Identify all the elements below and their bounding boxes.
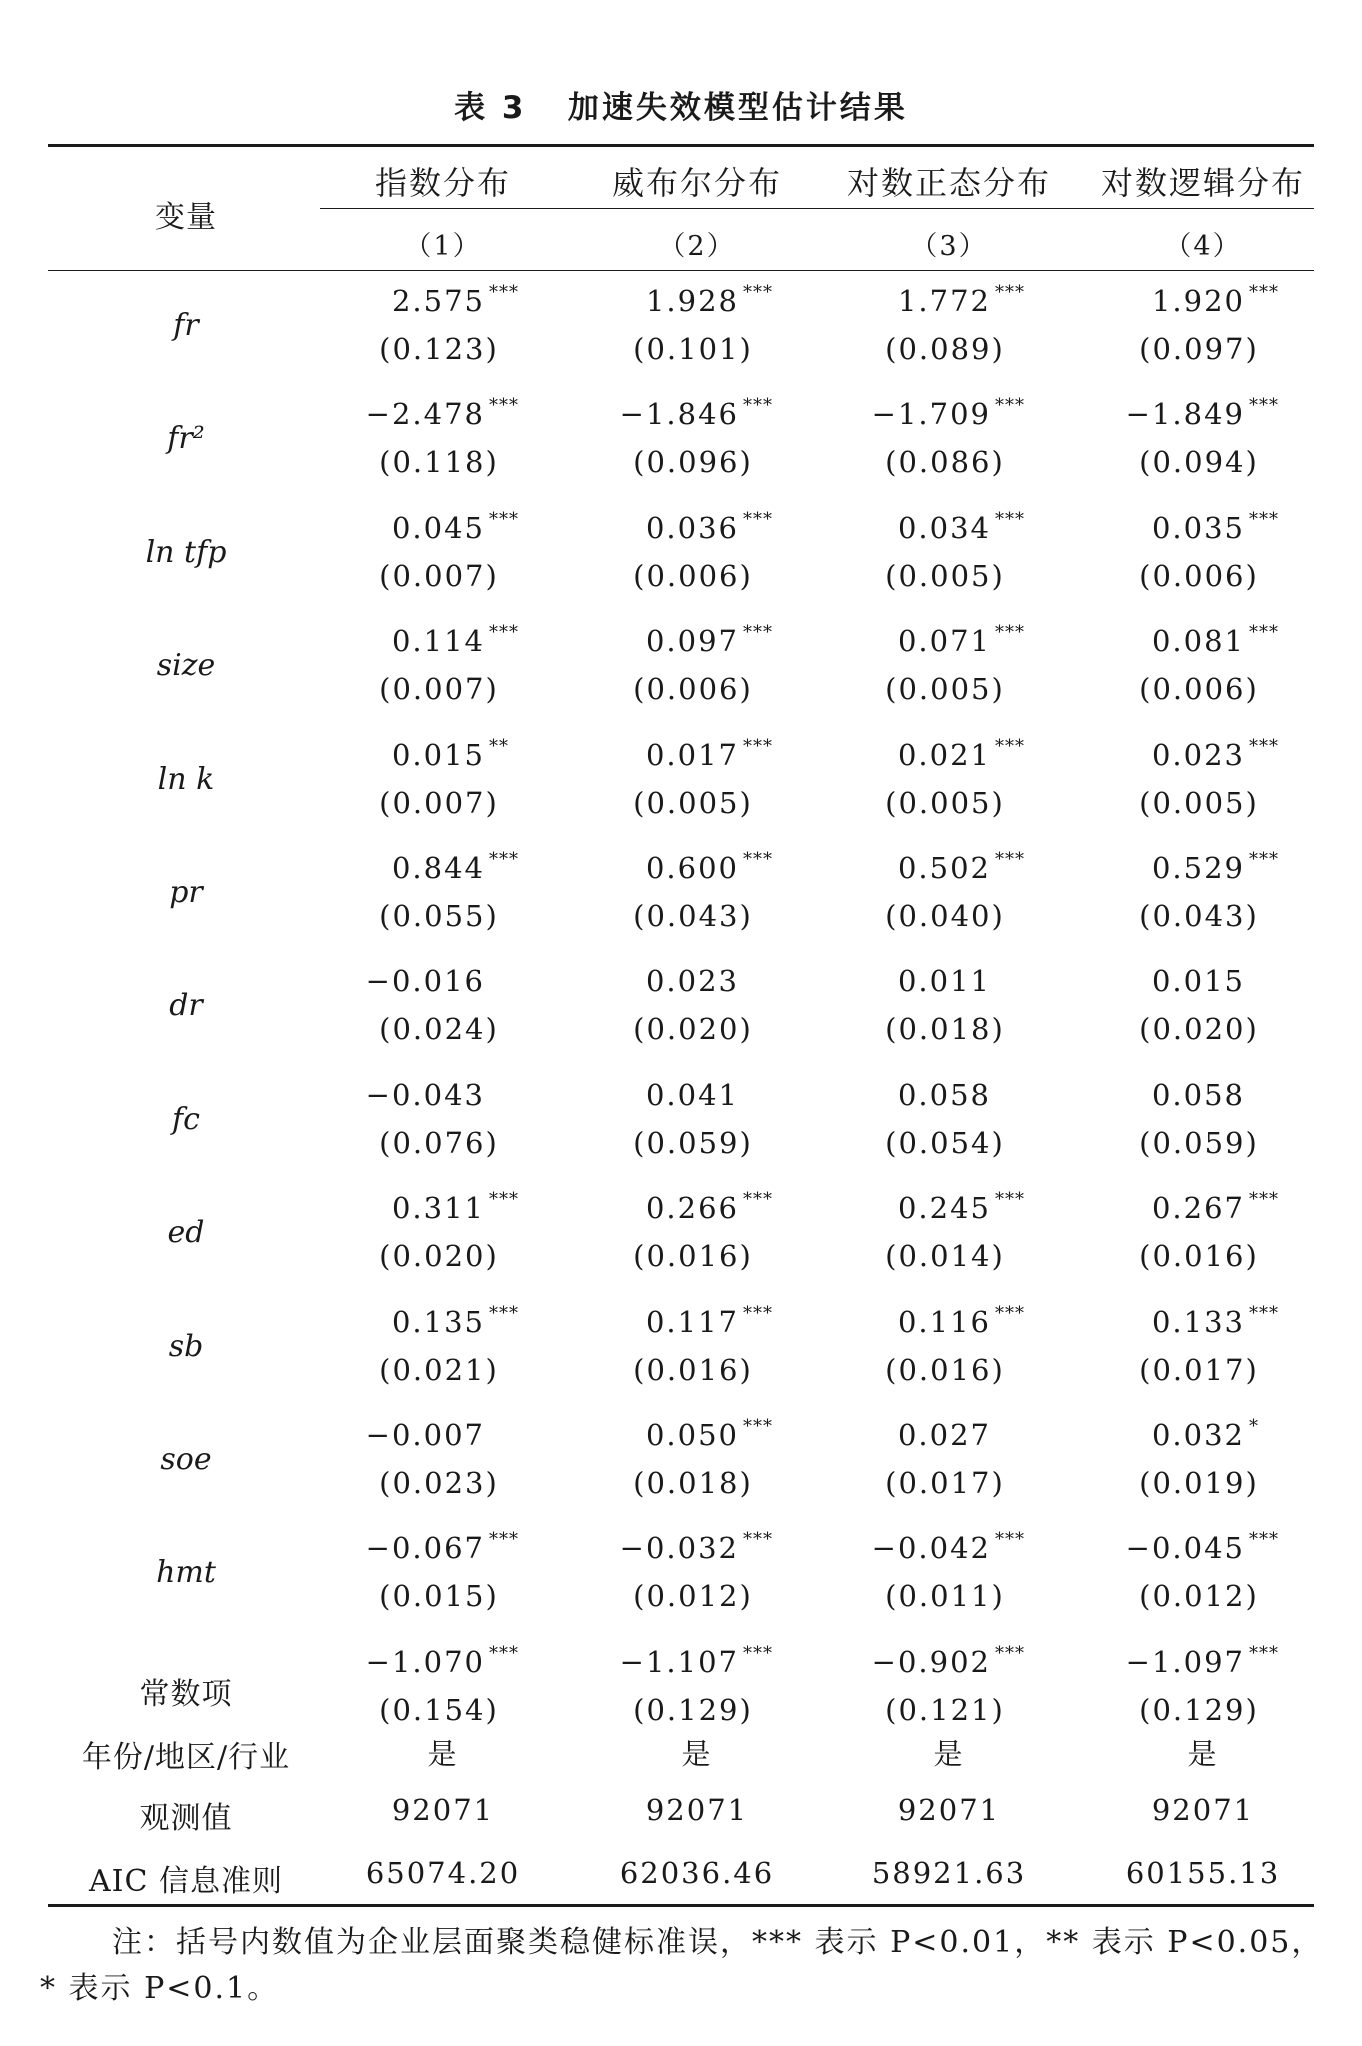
- variable-label: fr²: [167, 421, 205, 457]
- coefficient-value: 0.034: [897, 510, 991, 545]
- standard-error: (0.016): [1139, 1239, 1259, 1274]
- standard-error: (0.011): [885, 1579, 1005, 1614]
- standard-error: (0.017): [885, 1466, 1005, 1500]
- table-note: 注：括号内数值为企业层面聚类稳健标准误，*** 表示 P<0.01，** 表示 P<0.05，* 表示 P<0.1。: [40, 1925, 1324, 2006]
- variable-label: ed: [167, 1215, 205, 1251]
- variable-label: fr: [173, 308, 199, 343]
- coefficient-value: 0.015: [391, 737, 485, 772]
- variable-label: fc: [172, 1101, 200, 1137]
- standard-error: (0.123): [379, 332, 499, 366]
- variable-label: pr: [169, 875, 203, 910]
- coefficient-value: 2.575: [391, 284, 485, 318]
- significance-stars: *: [1249, 1416, 1259, 1437]
- significance-stars: ***: [1249, 735, 1279, 757]
- coefficient-value: 0.135: [391, 1304, 485, 1339]
- standard-error: (0.129): [633, 1692, 753, 1727]
- standard-error: (0.015): [379, 1579, 499, 1614]
- coefficient-value: 0.058: [897, 1077, 991, 1112]
- coefficient-value: 0.027: [897, 1418, 991, 1452]
- significance-stars: ***: [489, 1302, 519, 1324]
- coefficient-value: 0.017: [645, 737, 739, 772]
- coefficient-value: 0.021: [897, 737, 991, 772]
- coefficient-value: 0.015: [1151, 964, 1245, 999]
- standard-error: (0.043): [1139, 899, 1259, 933]
- coefficient-value: 0.032: [1151, 1418, 1245, 1452]
- coefficient-value: 0.023: [645, 964, 739, 999]
- coefficient-value: −2.478: [365, 397, 485, 432]
- column-number: （3）: [910, 231, 988, 262]
- coefficient-value: −0.067: [365, 1531, 485, 1566]
- significance-stars: ***: [995, 1642, 1025, 1664]
- coefficient-value: −0.043: [365, 1077, 485, 1112]
- standard-error: (0.016): [885, 1352, 1005, 1387]
- standard-error: (0.012): [1139, 1579, 1259, 1614]
- coefficient-value: 0.117: [645, 1304, 739, 1339]
- significance-stars: ***: [489, 1189, 519, 1211]
- coefficient-value: 0.050: [645, 1418, 739, 1452]
- footer-row-label: AIC 信息准则: [88, 1864, 283, 1899]
- coefficient-value: 0.023: [1151, 737, 1245, 772]
- significance-stars: ***: [743, 622, 773, 644]
- significance-stars: ***: [743, 1642, 773, 1664]
- variable-label: sb: [168, 1328, 204, 1364]
- significance-stars: ***: [1249, 1529, 1279, 1551]
- coefficient-value: 1.772: [897, 284, 991, 318]
- standard-error: (0.020): [633, 1012, 753, 1047]
- coefficient-value: 1.928: [645, 284, 739, 318]
- coefficient-value: −1.070: [365, 1644, 485, 1679]
- footer-row-value: 60155.13: [1125, 1856, 1281, 1890]
- significance-stars: ***: [995, 1189, 1025, 1211]
- coefficient-value: 0.097: [645, 624, 739, 659]
- significance-stars: ***: [995, 735, 1025, 757]
- standard-error: (0.097): [1139, 332, 1259, 366]
- column-number: （1）: [404, 231, 482, 262]
- variable-header: 变量: [155, 200, 217, 235]
- standard-error: (0.007): [379, 672, 499, 707]
- standard-error: (0.012): [633, 1579, 753, 1614]
- significance-stars: ***: [995, 1302, 1025, 1324]
- coefficient-value: 0.041: [645, 1077, 739, 1112]
- column-number: （4）: [1164, 231, 1242, 262]
- significance-stars: ***: [743, 1189, 773, 1211]
- coefficient-value: 0.844: [391, 851, 485, 885]
- standard-error: (0.018): [885, 1012, 1005, 1047]
- standard-error: (0.006): [1139, 672, 1259, 707]
- standard-error: (0.018): [633, 1466, 753, 1500]
- footer-row-value: 62036.46: [619, 1856, 775, 1890]
- coefficient-value: 0.081: [1151, 624, 1245, 659]
- standard-error: (0.089): [885, 332, 1005, 366]
- coefficient-value: 0.311: [391, 1191, 485, 1226]
- significance-stars: ***: [1249, 1189, 1279, 1211]
- coefficient-value: −1.846: [619, 397, 739, 432]
- footer-row-value: 是: [933, 1737, 965, 1771]
- coefficient-value: −0.045: [1125, 1531, 1245, 1566]
- standard-error: (0.020): [1139, 1012, 1259, 1047]
- significance-stars: ***: [1249, 622, 1279, 644]
- column-header: 指数分布: [374, 164, 511, 202]
- standard-error: (0.154): [379, 1692, 499, 1727]
- standard-error: (0.005): [885, 785, 1005, 820]
- standard-error: (0.017): [1139, 1352, 1259, 1387]
- standard-error: (0.076): [379, 1125, 499, 1160]
- significance-stars: ***: [743, 1416, 773, 1437]
- coefficient-value: 0.011: [897, 964, 991, 999]
- coefficient-value: 0.045: [391, 510, 485, 545]
- standard-error: (0.101): [633, 332, 753, 366]
- header-bottom-rule: [48, 270, 1314, 271]
- coefficient-value: 0.502: [897, 851, 991, 885]
- standard-error: (0.006): [1139, 558, 1259, 593]
- significance-stars: ***: [489, 1529, 519, 1551]
- significance-stars: ***: [995, 622, 1025, 644]
- coefficient-value: −0.902: [871, 1644, 991, 1679]
- significance-stars: ***: [489, 622, 519, 644]
- standard-error: (0.023): [379, 1466, 499, 1500]
- standard-error: (0.059): [1139, 1125, 1259, 1160]
- standard-error: (0.086): [885, 445, 1005, 480]
- significance-stars: ***: [489, 282, 519, 303]
- coefficient-value: −0.016: [365, 964, 485, 999]
- standard-error: (0.007): [379, 558, 499, 593]
- significance-stars: ***: [743, 849, 773, 870]
- significance-stars: ***: [1249, 849, 1279, 870]
- significance-stars: ***: [743, 508, 773, 530]
- footer-row-value: 92071: [1151, 1793, 1255, 1827]
- coefficient-value: 0.529: [1151, 851, 1245, 885]
- coefficient-value: −1.097: [1125, 1644, 1245, 1679]
- standard-error: (0.020): [379, 1239, 499, 1274]
- footer-row-label: 观测值: [139, 1801, 233, 1836]
- standard-error: (0.129): [1139, 1692, 1259, 1727]
- standard-error: (0.005): [885, 558, 1005, 593]
- significance-stars: ***: [995, 849, 1025, 870]
- standard-error: (0.016): [633, 1239, 753, 1274]
- significance-stars: ***: [1249, 1302, 1279, 1324]
- significance-stars: ***: [489, 395, 519, 417]
- standard-error: (0.021): [379, 1352, 499, 1387]
- coefficient-value: 0.245: [897, 1191, 991, 1226]
- significance-stars: ***: [1249, 1642, 1279, 1664]
- column-header: 对数正态分布: [846, 164, 1051, 202]
- standard-error: (0.006): [633, 558, 753, 593]
- standard-error: (0.059): [633, 1125, 753, 1160]
- footer-row-value: 65074.20: [365, 1856, 521, 1890]
- significance-stars: ***: [1249, 508, 1279, 530]
- coefficient-value: −0.042: [871, 1531, 991, 1566]
- significance-stars: ***: [743, 1529, 773, 1551]
- column-header: 对数逻辑分布: [1100, 164, 1305, 202]
- column-header: 威布尔分布: [611, 164, 782, 202]
- standard-error: (0.019): [1139, 1466, 1259, 1500]
- standard-error: (0.024): [379, 1012, 499, 1047]
- footer-row-value: 92071: [897, 1793, 1001, 1827]
- coefficient-value: 0.036: [645, 510, 739, 545]
- variable-label: soe: [160, 1442, 212, 1477]
- standard-error: (0.118): [379, 445, 499, 480]
- significance-stars: ***: [1249, 282, 1279, 303]
- standard-error: (0.005): [1139, 785, 1259, 820]
- variable-label: 常数项: [139, 1676, 233, 1712]
- coefficient-value: 0.071: [897, 624, 991, 659]
- coefficient-value: 0.266: [645, 1191, 739, 1226]
- coefficient-value: −1.709: [871, 397, 991, 432]
- footer-row-value: 92071: [645, 1793, 749, 1827]
- standard-error: (0.005): [633, 785, 753, 820]
- significance-stars: ***: [489, 849, 519, 870]
- significance-stars: **: [489, 735, 509, 757]
- coefficient-value: 1.920: [1151, 284, 1245, 318]
- footer-row-value: 58921.63: [871, 1856, 1027, 1890]
- significance-stars: ***: [995, 508, 1025, 530]
- coefficient-value: 0.058: [1151, 1077, 1245, 1112]
- variable-label: dr: [169, 988, 203, 1024]
- standard-error: (0.005): [885, 672, 1005, 707]
- significance-stars: ***: [743, 735, 773, 757]
- significance-stars: ***: [743, 1302, 773, 1324]
- coefficient-value: 0.267: [1151, 1191, 1245, 1226]
- coefficient-value: −0.007: [365, 1418, 485, 1452]
- standard-error: (0.016): [633, 1352, 753, 1387]
- significance-stars: ***: [743, 282, 773, 303]
- coefficient-value: 0.035: [1151, 510, 1245, 545]
- standard-error: (0.006): [633, 672, 753, 707]
- column-number: （2）: [658, 231, 736, 262]
- bottom-rule: [48, 1904, 1314, 1907]
- standard-error: (0.040): [885, 899, 1005, 933]
- significance-stars: ***: [489, 508, 519, 530]
- standard-error: (0.054): [885, 1125, 1005, 1160]
- table-title: 表 3 加速失效模型估计结果: [454, 90, 908, 126]
- standard-error: (0.007): [379, 785, 499, 820]
- standard-error: (0.043): [633, 899, 753, 933]
- footer-row-value: 是: [681, 1737, 713, 1771]
- variable-label: hmt: [156, 1555, 216, 1591]
- significance-stars: ***: [743, 395, 773, 417]
- coefficient-value: 0.133: [1151, 1304, 1245, 1339]
- significance-stars: ***: [489, 1642, 519, 1664]
- standard-error: (0.121): [885, 1692, 1005, 1727]
- variable-label: size: [156, 648, 216, 684]
- significance-stars: ***: [995, 395, 1025, 417]
- significance-stars: ***: [1249, 395, 1279, 417]
- coefficient-value: −1.107: [619, 1644, 739, 1679]
- footer-row-value: 是: [1187, 1737, 1219, 1771]
- footer-row-label: 年份/地区/行业: [81, 1740, 291, 1775]
- footer-row-value: 92071: [391, 1793, 495, 1827]
- coefficient-value: −1.849: [1125, 397, 1245, 432]
- significance-stars: ***: [995, 1529, 1025, 1551]
- significance-stars: ***: [995, 282, 1025, 303]
- variable-label: ln k: [157, 761, 215, 797]
- coefficient-value: 0.116: [897, 1304, 991, 1339]
- top-rule: [48, 144, 1314, 147]
- standard-error: (0.014): [885, 1239, 1005, 1274]
- standard-error: (0.055): [379, 899, 499, 933]
- header-sub-rule: [320, 208, 1314, 209]
- coefficient-value: 0.600: [645, 851, 739, 885]
- variable-label: ln tfp: [145, 534, 227, 570]
- standard-error: (0.094): [1139, 445, 1259, 480]
- coefficient-value: 0.114: [391, 624, 485, 659]
- standard-error: (0.096): [633, 445, 753, 480]
- coefficient-value: −0.032: [619, 1531, 739, 1566]
- footer-row-value: 是: [427, 1737, 459, 1771]
